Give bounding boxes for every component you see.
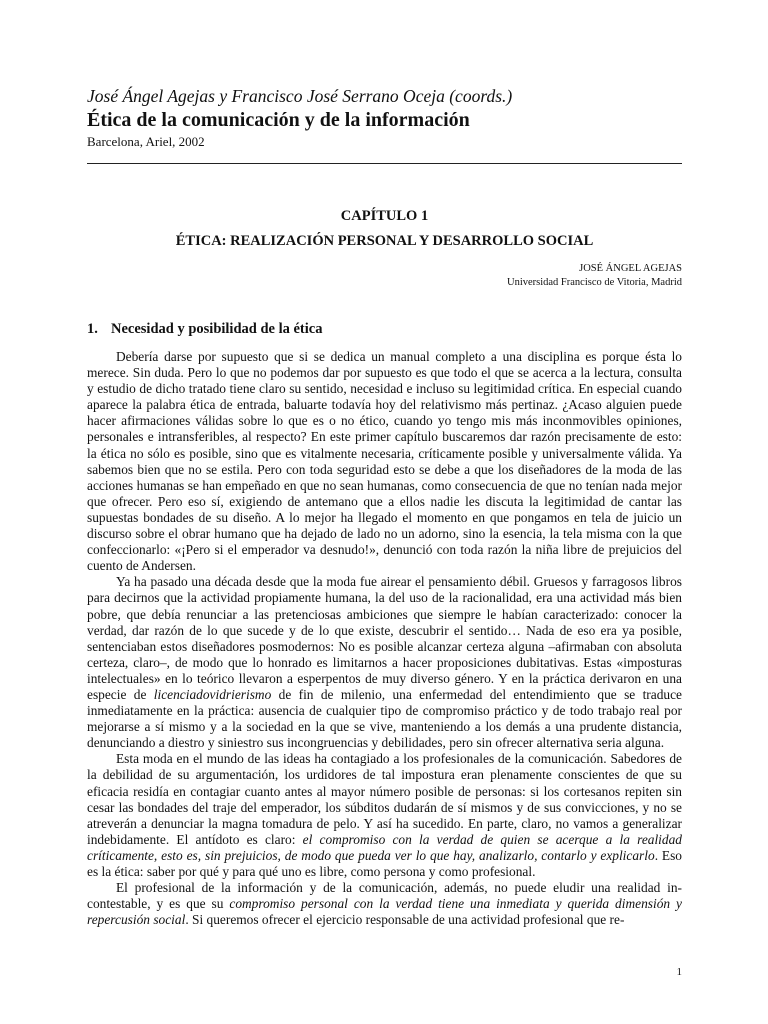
paragraph-2 — [87, 574, 682, 751]
book-publication: Barcelona, Ariel, 2002 — [87, 134, 205, 149]
paragraph-3 — [87, 751, 682, 880]
paragraph-2-text-a: Ya ha pasado una década desde que la moda fue airear el pensamiento débil. Gruesos y farragosos libros para decirnos que la actividad propiamente humana, la del uso de la racionalidad, era una actividad más bien pobre, que debía renunciar a las pretenciosas ambiciones que siempre le habían caracterizado: conocer la verdad, dar razón de lo que sucede y de lo que existe, descubrir el sentido… Nada de eso era ya posible, sentenciaban estos diseñadores posmodernos: No es posible alcanzar certeza alguna –afirmaban con absoluta certeza, claro–, de modo que lo honrado es limitarnos a hacer proposiciones dubitativas. Estas «imposturas intelectuales» en lo teórico llevaron a esperpentos de muy diverso género. Y en la práctica derivaron en una especie de — [87, 574, 682, 702]
paragraph-2-italic: licenciadovidrierismo — [153, 686, 272, 702]
paragraph-4-text-b: . Si queremos ofrecer el ejercicio responsable de una actividad profesional que re- — [185, 912, 625, 928]
chapter-title: ÉTICA: REALIZACIÓN PERSONAL Y DESARROLLO SOCIAL — [175, 233, 594, 249]
chapter-author: JOSÉ ÁNGEL AGEJAS — [579, 263, 682, 274]
paragraph-4-text-a: El profesional de la información y de la comunicación, además, no puede eludir una realidad incontestable, y es que su — [87, 880, 682, 912]
chapter-number: CAPÍTULO 1 — [340, 208, 429, 224]
paragraph-4-italic: compromiso personal con la verdad tiene una inmediata y querida dimensión y repercusión social — [87, 896, 682, 928]
paragraph-3-italic: el compromiso con la verdad de quien se acerque a la realidad críticamente, esto es, sin prejuicios, de modo que pueda ver lo que hay, analizarlo, contarlo y explicarlo — [87, 831, 682, 863]
section-title: Necesidad y posibilidad de la ética — [111, 321, 323, 337]
book-title: Ética de la comunicación y de la información — [87, 109, 470, 131]
section-heading — [87, 320, 682, 338]
paragraph-4 — [87, 880, 682, 928]
paragraph-1: Debería darse por supuesto que si se dedica un manual completo a una disciplina es porque ésta lo merece. Sin duda. Pero lo que no podemos dar por supuesto es que todo el que se acerca a la lectura, consulta y estudio de dicho tratado tiene claro su sentido, necesidad e incluso su legitimidad crítica. En especial cuando aparece la palabra ética de entrada, baluarte todavía hoy del relativismo más pertinaz. ¿Acaso alguien puede hacer afirmaciones válidas sobre lo que es o no ético, cuando yo tengo mis más inconmovibles opiniones, personales e intransferibles, al respecto? En este primer capítulo buscaremos dar razón precisamente de esto: la ética no sólo es posible, sino que es vitalmente necesaria, críticamente posible y universalmente válida. Ya sabemos bien que no se estila. Pero con toda seguridad esto se debe a que los diseñadores de la moda de las acciones humanas se han empeñado en que no sean humanas, como consecuencia de que no tenían nada mejor que ofrecer. Pero eso sí, exigiendo de antemano que a ellos nadie les discuta la legitimidad de cantar las supuestas bondades de su diseño. A lo mejor ha llegado el momento en que pongamos en tela de juicio un discurso sobre el obrar humano que ha dejado de lado no un adorno, sino la esencia, la tela misma con la que confeccionarlo: «¡Pero si el emperador va desnudo!», denunció con toda razón la niña libre de prejuicios del cuento de Andersen. — [87, 349, 682, 574]
header-divider — [87, 163, 682, 164]
paragraph-3-text-a: Esta moda en el mundo de las ideas ha contagiado a los profesionales de la comunicación. Sabedores de la debilidad de su argumentación, los urdidores de tal impostura eran plenamente conscientes de que su eficacia residía en contagiar cuanto antes al mayor número posible de personas: si los cortesanos repiten sin cesar las bondades del traje del emperador, los súbditos dudarán de sí mismos y de sus convicciones, y no se atreverán a denunciar la magna tomadura de pelo. Y así ha sucedido. En parte, claro, no vamos a generalizar indebidamente. El antídoto es claro: — [87, 751, 682, 847]
body-text — [87, 349, 682, 928]
paragraph-2-text-b: de fin de milenio, una enfermedad del entendimiento que se traduce inmediatamente en la práctica: ausencia de cualquier tipo de compromiso práctico y de todo trabajo real por mejorarse a sí mismo y a la sociedad en la que se vive, manteniendo a los demás a una prudente distancia, denunciando a diestro y siniestro sus incongruencias y debilidades, pero sin ofrecer alternativa seria alguna. — [87, 686, 682, 751]
page-number: 1 — [676, 966, 682, 978]
book-authors: José Ángel Agejas y Francisco José Serrano Oceja (coords.) — [87, 86, 513, 106]
chapter-affiliation: Universidad Francisco de Vitoria, Madrid — [506, 277, 682, 288]
section-number: 1. — [87, 321, 98, 337]
paragraph-3-text-b: . Eso es la ética: saber por qué y para qué uno es libre, como persona y como profesional. — [87, 847, 682, 879]
